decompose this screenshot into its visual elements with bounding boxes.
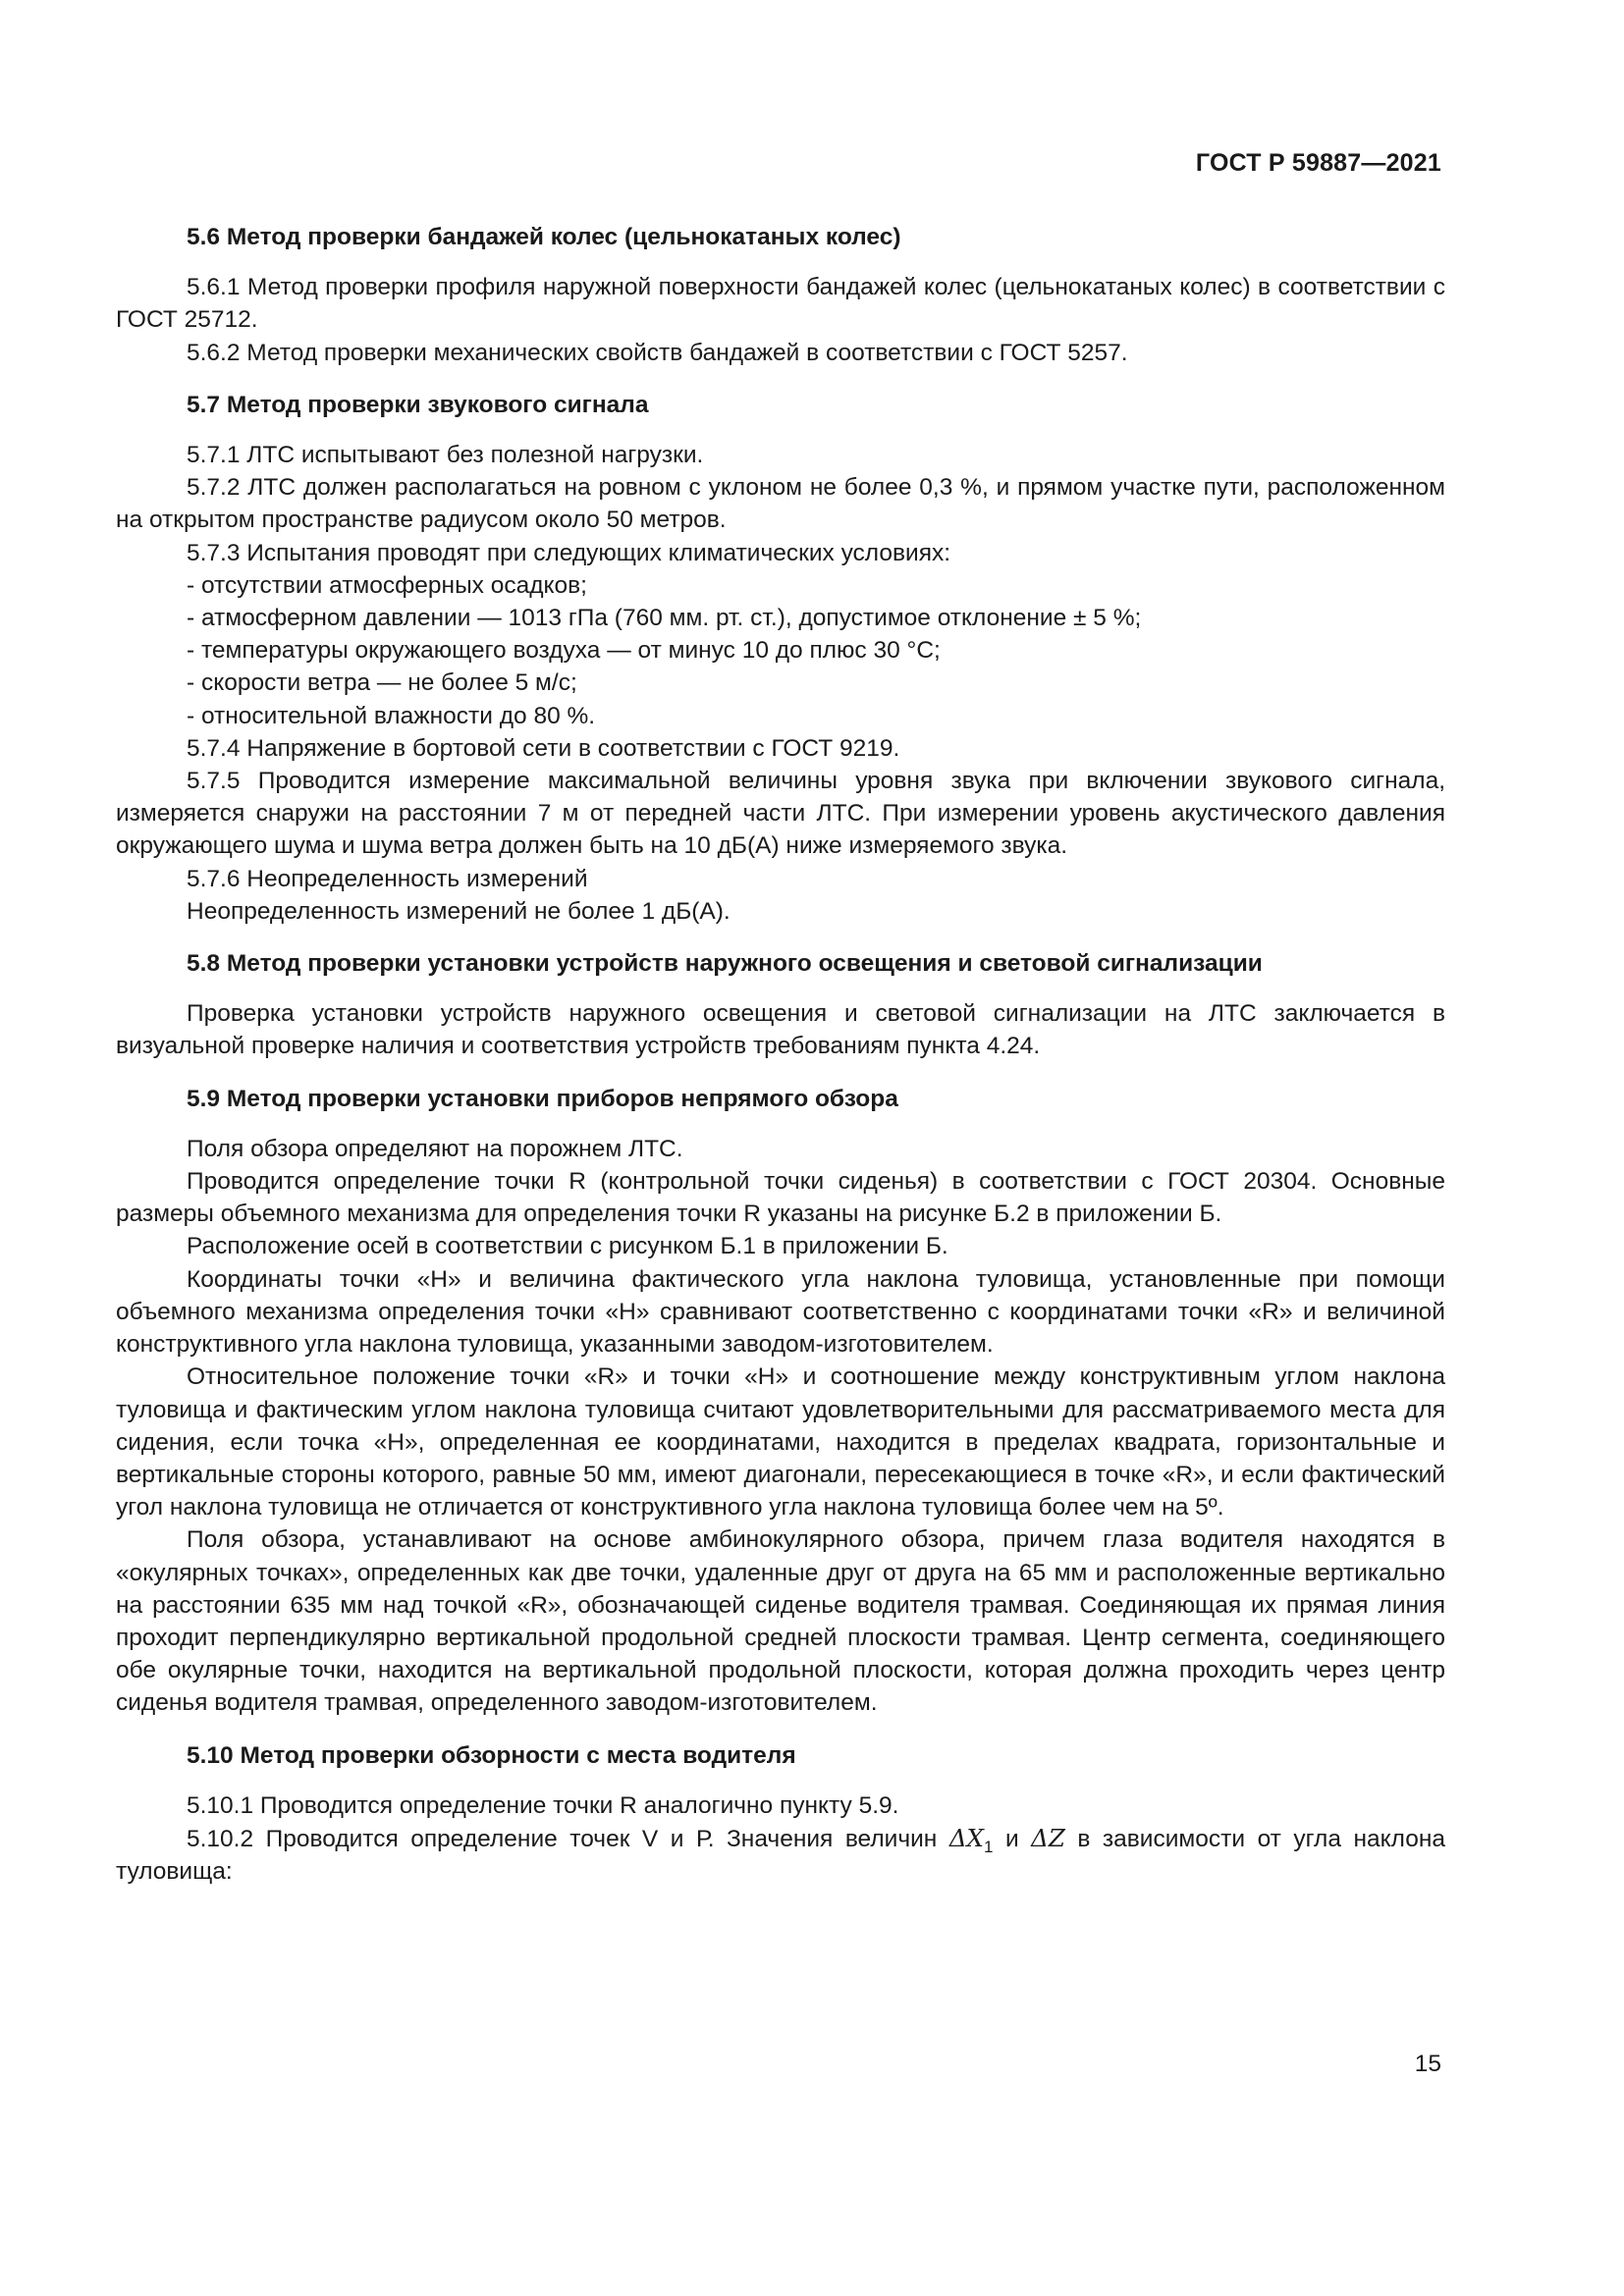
section-5-8	[116, 947, 1445, 1063]
section-title: 5.7 Метод проверки звукового сигнала	[187, 391, 649, 418]
page-number: 15	[1414, 2051, 1441, 2077]
section-5-10	[116, 1739, 1445, 1889]
formula-text-after: в зависимости от угла наклона туловища:	[116, 1825, 1445, 1886]
paragraph: 5.7.5 Проводится измерение максимальной величины уровня звука при включении звукового сигнала, измеряется снаружи на расстоянии 7 м от передней части ЛТС. При измерении уровень акустического давления окружающего шума и шума ветра должен быть на 10 дБ(А) ниже измеряемого звука.	[116, 768, 1445, 860]
section-title: 5.10 Метод проверки обзорности с места водителя	[187, 1741, 796, 1769]
section-title: 5.8 Метод проверки установки устройств наружного освещения и световой сигнализации	[187, 950, 1263, 978]
section-title: 5.9 Метод проверки установки приборов непрямого обзора	[187, 1085, 898, 1112]
list-item: - атмосферном давлении — 1013 гПа (760 мм. рт. ст.), допустимое отклонение ± 5 %;	[187, 605, 1142, 632]
paragraph: 5.10.1 Проводится определение точки R аналогично пункту 5.9.	[187, 1791, 899, 1819]
paragraph: Неопределенность измерений не более 1 дБ(А).	[187, 897, 731, 925]
paragraph: 5.7.2 ЛТС должен располагаться на ровном с уклоном не более 0,3 %, и прямом участке пути, расположенном на открытом пространстве радиусом около 50 метров.	[116, 474, 1445, 534]
paragraph: 5.7.3 Испытания проводят при следующих климатических условиях:	[187, 539, 951, 566]
formula-joiner: и	[993, 1825, 1032, 1852]
standard-designation: ГОСТ Р 59887—2021	[1195, 149, 1441, 177]
document-body	[116, 221, 1445, 1888]
paragraph: 5.6.2 Метод проверки механических свойств бандажей в соответствии с ГОСТ 5257.	[187, 339, 1128, 366]
paragraph: 5.7.6 Неопределенность измерений	[187, 865, 588, 892]
paragraph: Поля обзора, устанавливают на основе амбинокулярного обзора, причем глаза водителя находятся в «окулярных точках», определенных как две точки, удаленные друг от друга на 65 мм и расположенные вертикально на расстоянии 635 мм над точкой «R», обозначающей сиденье водителя трамвая. Соединяющая их прямая линия проходит перпендикулярно вертикальной продольной средней плоскости трамвая. Центр сегмента, соединяющего обе окулярные точки, находится на вертикальной продольной плоскости, которая должна проходить через центр сиденья водителя трамвая, определенного заводом-изготовителем.	[116, 1526, 1445, 1717]
paragraph: Расположение осей в соответствии с рисунком Б.1 в приложении Б.	[187, 1233, 948, 1260]
paragraph: Проверка установки устройств наружного освещения и световой сигнализации на ЛТС заключается в визуальной проверке наличия и соответствия устройств требованиям пункта 4.24.	[116, 1000, 1445, 1060]
list-item: - температуры окружающего воздуха — от минус 10 до плюс 30 °С;	[187, 637, 941, 665]
formula-paragraph	[116, 1822, 1445, 1888]
delta-x1-subscript: 1	[983, 1837, 994, 1856]
list-item: - скорости ветра — не более 5 м/с;	[187, 669, 577, 697]
paragraph: 5.6.1 Метод проверки профиля наружной поверхности бандажей колес (цельнокатаных колес) в соответствии с ГОСТ 25712.	[116, 274, 1445, 334]
list-item: - относительной влажности до 80 %.	[187, 702, 596, 729]
section-title: 5.6 Метод проверки бандажей колес (цельнокатаных колес)	[187, 224, 901, 250]
paragraph: Координаты точки «Н» и величина фактического угла наклона туловища, установленные при помощи объемного механизма определения точки «Н» сравнивают соответственно с координатами точки «R» и величиной конструктивного угла наклона туловища, указанными заводом-изготовителем.	[116, 1265, 1445, 1359]
section-5-9	[116, 1083, 1445, 1720]
section-5-7	[116, 389, 1445, 928]
paragraph: Поля обзора определяют на порожнем ЛТС.	[187, 1135, 683, 1162]
delta-x1-symbol: ΔX	[948, 1823, 984, 1852]
paragraph: Проводится определение точки R (контрольной точки сиденья) в соответствии с ГОСТ 20304. Основные размеры объемного механизма для определения точки R указаны на рисунке Б.2 в приложении Б.	[116, 1168, 1445, 1228]
paragraph: 5.7.4 Напряжение в бортовой сети в соответствии с ГОСТ 9219.	[187, 734, 900, 762]
section-5-6	[116, 221, 1445, 369]
paragraph: Относительное положение точки «R» и точки «Н» и соотношение между конструктивным углом наклона туловища и фактическим углом наклона туловища считают удовлетворительными для рассматриваемого места для сидения, если точка «Н», определенная ее координатами, находится в пределах квадрата, горизонтальные и вертикальные стороны которого, равные 50 мм, имеют диагонали, пересекающиеся в точке «R», и если фактический угол наклона туловища не отличается от конструктивного угла наклона туловища более чем на 5º.	[116, 1363, 1445, 1522]
delta-z-symbol: ΔZ	[1031, 1823, 1065, 1852]
formula-text-before: 5.10.2 Проводится определение точек V и Р. Значения величин	[187, 1825, 949, 1852]
list-item: - отсутствии атмосферных осадков;	[187, 571, 587, 599]
paragraph: 5.7.1 ЛТС испытывают без полезной нагрузки.	[187, 442, 704, 469]
